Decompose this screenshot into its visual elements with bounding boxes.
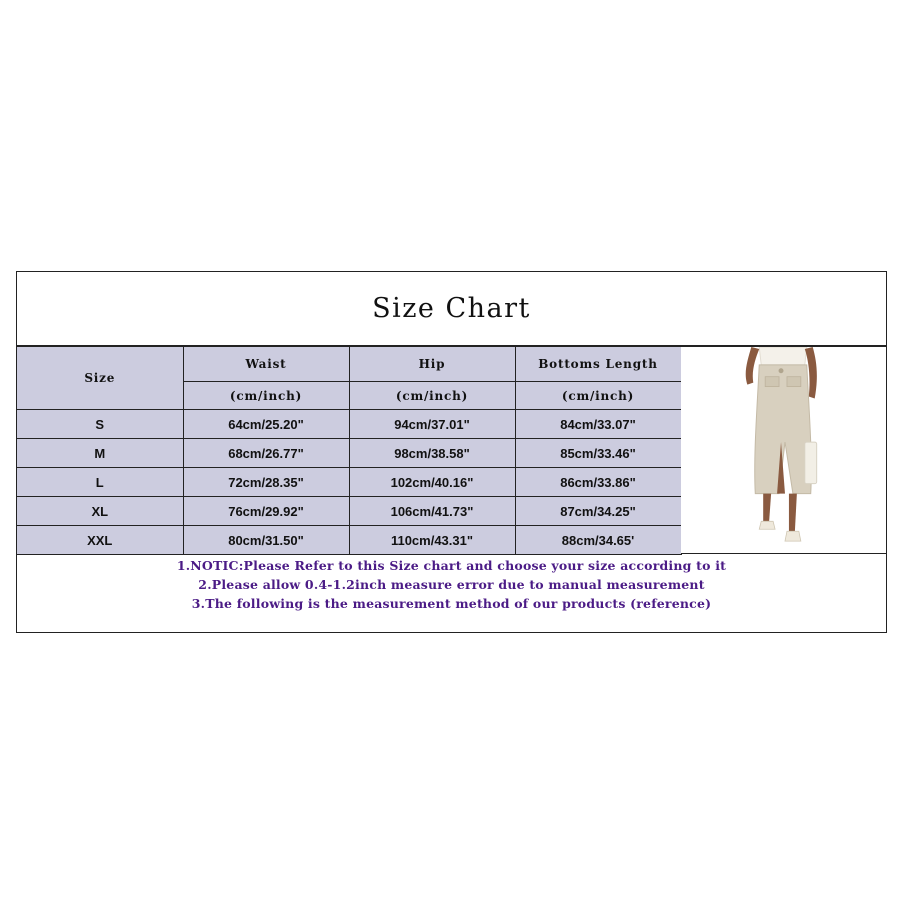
size-cell: L [17,468,183,497]
length-cell: 86cm/33.86" [515,468,681,497]
hip-cell: 102cm/40.16" [349,468,515,497]
size-cell: XL [17,497,183,526]
size-cell: S [17,410,183,439]
hip-cell: 110cm/43.31" [349,526,515,555]
length-unit: (cm/inch) [515,382,681,410]
length-cell: 87cm/34.25" [515,497,681,526]
table-row [17,526,681,555]
size-table [17,346,682,555]
waist-cell: 68cm/26.77" [183,439,349,468]
length-header: Bottoms Length [515,347,681,382]
waist-cell: 76cm/29.92" [183,497,349,526]
length-cell: 84cm/33.07" [515,410,681,439]
note-line: 2.Please allow 0.4-1.2inch measure error due to manual measurement [198,577,705,592]
size-chart [16,271,887,633]
chart-title: Size Chart [17,272,886,346]
hip-cell: 98cm/38.58" [349,439,515,468]
size-cell: M [17,439,183,468]
table-row [17,468,681,497]
waist-cell: 72cm/28.35" [183,468,349,497]
waist-cell: 64cm/25.20" [183,410,349,439]
note-line: 3.The following is the measurement method of our products (reference) [191,596,712,611]
table-row [17,439,681,468]
hip-unit: (cm/inch) [349,382,515,410]
size-cell: XXL [17,526,183,555]
waist-header: Waist [183,347,349,382]
table-row [17,410,681,439]
size-notes [17,556,886,613]
waist-unit: (cm/inch) [183,382,349,410]
hip-cell: 94cm/37.01" [349,410,515,439]
hip-cell: 106cm/41.73" [349,497,515,526]
product-photo [681,346,886,554]
skirt-model-illustration [681,347,886,553]
table-row [17,497,681,526]
hip-header: Hip [349,347,515,382]
note-line: 1.NOTIC:Please Refer to this Size chart and choose your size according to it [176,558,727,573]
size-header: Size [17,347,183,410]
header-row [17,347,681,382]
waist-cell: 80cm/31.50" [183,526,349,555]
length-cell: 85cm/33.46" [515,439,681,468]
length-cell: 88cm/34.65' [515,526,681,555]
